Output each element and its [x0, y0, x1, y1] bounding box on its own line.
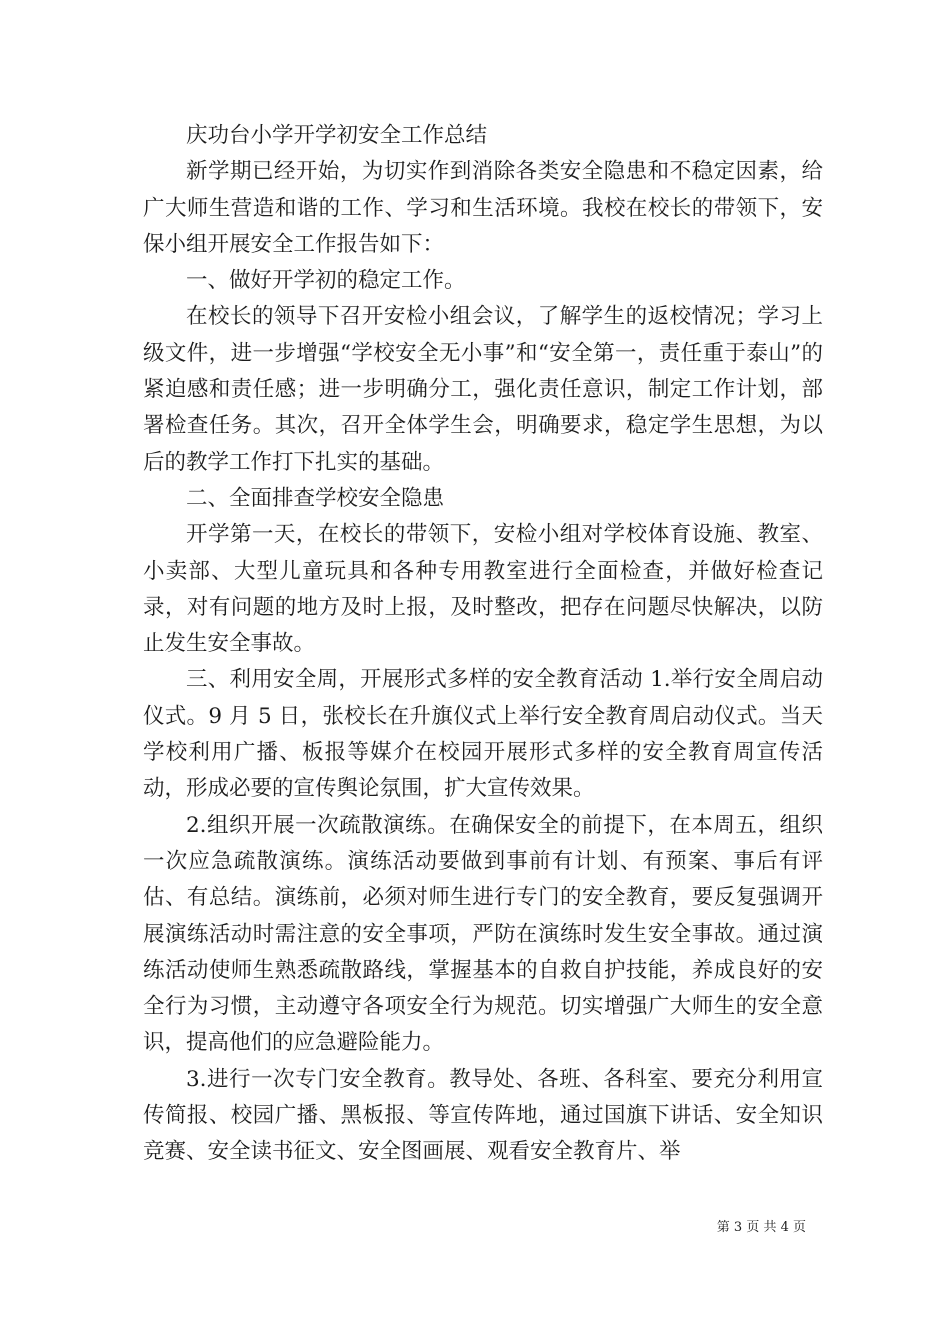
document-body [143, 118, 823, 1171]
paragraph-section-2: 开学第一天，在校长的带领下，安检小组对学校体育设施、教室、小卖部、大型儿童玩具和各种专用教室进行全面检查，并做好检查记录，对有问题的地方及时上报，及时整改，把存在问题尽快解决，以防止发生安全事故。 [143, 522, 823, 657]
paragraph-evacuation-drill: 2.组织开展一次疏散演练。在确保安全的前提下，在本周五，组织一次应急疏散演练。演练活动要做到事前有计划、有预案、事后有评估、有总结。演练前，必须对师生进行专门的安全教育，要反复强调开展演练活动时需注意的安全事项，严防在演练时发生安全事故。通过演练活动使师生熟悉疏散路线，掌握基本的自救自护技能，养成良好的安全行为习惯，主动遵守各项安全行为规范。切实增强广大师生的安全意识，提高他们的应急避险能力。 [143, 812, 823, 1056]
section-heading-3: 三、利用安全周，开展形式多样的安全教育活动 1.举行安全周启动仪式。9 月 5 日，张校长在升旗仪式上举行安全教育周启动仪式。当天学校利用广播、板报等媒介在校园开展形式多样的安全教育周宣传活动，形成必要的宣传舆论氛围，扩大宣传效果。 [143, 667, 823, 802]
section-heading-1: 一、做好开学初的稳定工作。 [186, 268, 466, 294]
document-title: 庆功台小学开学初安全工作总结 [186, 123, 488, 148]
paragraph-intro: 新学期已经开始，为切实作到消除各类安全隐患和不稳定因素，给广大师生营造和谐的工作、学习和生活环境。我校在校长的带领下，安保小组开展安全工作报告如下： [143, 159, 823, 257]
page-number: 第 3 页 共 4 页 [716, 1220, 806, 1235]
section-heading-2: 二、全面排查学校安全隐患 [186, 485, 445, 511]
paragraph-safety-education: 3.进行一次专门安全教育。教导处、各班、各科室、要充分利用宣传简报、校园广播、黑板报、等宣传阵地，通过国旗下讲话、安全知识竞赛、安全读书征文、安全图画展、观看安全教育片、举 [143, 1066, 823, 1165]
paragraph-section-1: 在校长的领导下召开安检小组会议，了解学生的返校情况；学习上级文件，进一步增强“学校安全无小事”和“安全第一，责任重于泰山”的紧迫感和责任感；进一步明确分工，强化责任意识，制定工作计划，部署检查任务。其次，召开全体学生会，明确要求，稳定学生思想，为以后的教学工作打下扎实的基础。 [143, 304, 823, 475]
